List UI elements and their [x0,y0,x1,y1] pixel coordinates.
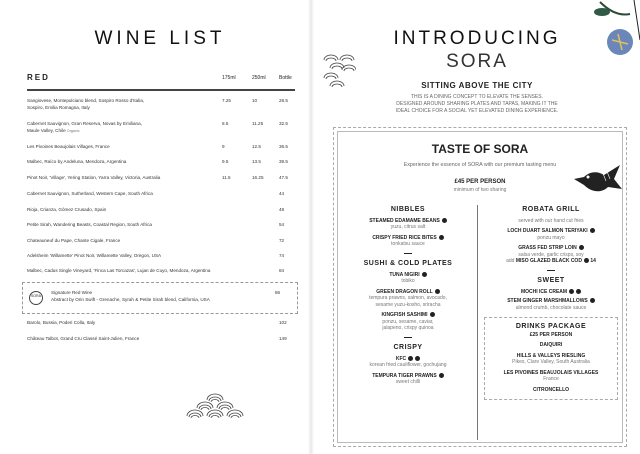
sushi-title: SUSHI & COLD PLATES [363,260,453,267]
menu-item-desc: tonkatsu sauce [391,241,425,247]
drink-item: CITRONCELLO [532,386,570,393]
intro-line: IDEAL CHOICE FOR A SOCIAL YET ELEVATED DINING EXPERIENCE. [395,108,559,114]
price-bottle: 72 [279,238,285,243]
dietary-icon [408,356,413,361]
taste-intro: Experience the essence of SORA with our premium tasting menu [403,162,557,168]
menu-item: STEM GINGER MARSHMALLOWS [484,298,618,305]
menu-item: GREEN DRAGON ROLL [343,289,473,296]
wine-row [27,97,297,111]
signature-wine-box [22,282,298,314]
dietary-icon [576,289,581,294]
wine-row [27,335,297,342]
menu-item-desc: ponzu, sesame, caviar, [382,318,434,325]
price-bottle: 36.5 [279,144,288,149]
wine-row [27,206,297,213]
dietary-icon [439,373,444,378]
wine-name: Château Talbot, Grand Cru Classé Saint-Julien, France [27,336,140,341]
wine-row [27,158,297,165]
wine-name: Adelsheim 'Willamette' Pinot Noir, Willamette Valley, Oregon, USA [27,253,162,258]
organic-note: Organic [66,129,80,133]
menu-item: LOCH DUART SALMON TERIYAKI [484,228,618,235]
wine-name: Malbec, Raíco by Andeluna, Mendoza, Argentina [27,159,127,164]
crispy-title: CRISPY [393,344,423,351]
price-250ml: 13.5 [252,159,261,164]
price-175ml: 8.5 [222,121,229,126]
wine-row [27,221,297,228]
price-175ml: 7.25 [222,98,231,103]
intro-subtitle: SITTING ABOVE THE CITY [421,81,533,90]
section-title: RED [27,73,50,82]
wine-name: Malbec, Cadus Single Vineyard, 'Finca Las Torcazas', Lujan de Cuyo, Mendoza, Argentina [27,268,211,273]
price-175ml: 11.5 [222,175,231,180]
dietary-icon [584,258,589,263]
price-250ml: 11.25 [252,121,264,126]
menu-item: TUNA NIGIRI [343,272,473,279]
intro-paragraph [314,94,640,115]
intro-line: THIS IS A DINING CONCEPT TO ELEVATE THE SENSES. [411,94,543,100]
col-250ml: 250ml [252,75,266,81]
price-175ml: 9 [222,144,225,149]
menu-item-desc: sweet chilli [395,379,421,385]
wine-name-cont: Sospiro, Emilia Romagna, Italy [27,105,90,110]
sweet-title: SWEET [537,277,565,284]
price-bottle: 102 [279,320,287,325]
menu-item-desc: yuzu, citrus salt [390,224,426,230]
price-250ml: 10 [252,98,258,103]
wine-row [27,174,297,181]
price-175ml: 9.5 [222,159,229,164]
wine-name: Rioja, Crianza, Gómez Crusado, Spain [27,207,107,212]
menu-item: CRISPY FRIED RICE BITES [343,235,473,242]
sora-logo: SORA [29,291,43,305]
menu-item-desc: almond crumb, chocolate sauce [515,304,587,311]
divider [404,337,412,339]
robata-title: ROBATA GRILL [522,206,580,213]
signature-text [51,289,291,303]
menu-item-desc: ponzu mayo [537,234,565,241]
intro-title: INTRODUCING [393,28,561,49]
dietary-icon [442,218,447,223]
price-bottle: 54 [279,222,285,227]
drink-item: HILLS & VALLEYS RIESLING [516,352,586,359]
addon: add MISO GLAZED BLACK COD 14 [506,258,596,264]
menu-item: TEMPURA TIGER PRAWNS [343,373,473,380]
wine-name: Barolo, Bussia, Poderi Colla, Italy [27,320,96,325]
wine-row [27,190,297,197]
wine-row [27,319,297,326]
col-175ml: 175ml [222,75,236,81]
price-bottle: 28.5 [279,98,288,103]
dietary-icon [439,235,444,240]
price-bottle: 149 [279,336,287,341]
section-header [27,73,297,82]
wine-name: Pinot Noir, 'Village', Yering Station, Yarra Valley, Victoria, Australia [27,175,161,180]
wine-row [27,120,297,135]
drink-desc: France [543,376,559,382]
wine-row [27,252,297,259]
left-menu-column [343,207,473,390]
price-bottle: 47.5 [279,175,288,180]
dietary-icon [435,289,440,294]
divider [404,253,412,255]
wine-name: Cabernet Sauvignon, Gran Reserva, Novas by Emiliana, [27,121,142,126]
drinks-title: DRINKS PACKAGE [515,323,587,330]
menu-item-desc: tobiko [401,278,415,284]
price-250ml: 12.5 [252,144,261,149]
bird-illustration-icon [572,165,622,197]
menu-item: MOCHI ICE CREAM [484,289,618,296]
menu-item: STEAMED EDAMAME BEANS [343,218,473,225]
right-menu-column [484,207,618,400]
drink-item: LES PIVOINES BEAUJOLAIS VILLAGES [503,369,599,376]
drinks-price: £25 PER PERSON [529,331,573,338]
signature-desc: Abstract by Orin Swift - Grenache, Syrah & Petite Sirah blend, California, USA [51,297,210,302]
dietary-icon [579,245,584,250]
taste-price: £45 PER PERSON [454,179,506,185]
intro-line: DESIGNED AROUND SHARING PLATES AND TAPAS, MAKING IT THE [396,101,558,107]
dietary-icon [422,272,427,277]
wine-name: Les Pivoines Beaujolais Villages, France [27,144,110,149]
dietary-icon [590,298,595,303]
intro-name: SORA [446,51,508,72]
wine-name-cont: Maule Valley, Chile Organic [27,128,80,133]
signature-title: Signature Red Wine [51,290,93,295]
menu-item-desc: korean fried cauliflower, gochujang [369,362,447,368]
dietary-icon [569,289,574,294]
price-bottle: 32.5 [279,121,288,126]
wine-row [27,237,297,244]
taste-title: TASTE OF SORA [431,142,529,156]
header-rule [27,89,295,91]
wine-row [27,267,297,274]
wine-name: Sangiovese, Montepulciano blend, Sospiro Rosso d'Italia, [27,98,145,103]
dietary-icon [590,228,595,233]
signature-price: 86 [275,290,281,295]
col-bottle: Bottle [279,75,292,81]
drinks-package-box [484,317,618,400]
dietary-icon [430,312,435,317]
wine-name: Petite Sirah, Wandering Beasts, Coastal Region, South Africa [27,222,152,227]
menu-item-desc: tempura prawns, salmon, avocado, [369,295,447,301]
taste-minimum: minimum of two sharing [453,187,507,193]
price-bottle: 74 [279,253,285,258]
menu-item: KINGFISH SASHIMI [343,312,473,319]
wine-name: Cabernet Sauvignon, Sutherland, Western Cape, South Africa [27,191,153,196]
wine-row [27,143,297,150]
drink-item: DAIQUIRI [539,342,563,348]
robata-note: served with our hand cut fries [518,217,584,224]
wave-pattern-icon [185,392,245,422]
wine-list-title: WINE LIST [94,28,226,49]
column-divider [477,205,478,440]
menu-item: GRASS FED STRIP LOIN [484,245,618,252]
dietary-icon [415,356,420,361]
price-bottle: 84 [279,268,285,273]
wine-name: Chateauneuf du Pape, Chante Cigale, France [27,238,121,243]
price-bottle: 39.5 [279,159,288,164]
menu-item: KFC [343,356,473,363]
price-250ml: 16.25 [252,175,264,180]
menu-item-desc: salsa verde, garlic crisps, soy [518,251,584,258]
menu-item-desc: sesame yuzu-kosho, sriracha [375,301,441,308]
price-bottle: 48 [279,207,285,212]
price-bottle: 44 [279,191,285,196]
menu-item-desc: jalapeno, crispy quinoa [382,325,434,331]
divider [547,270,555,272]
drink-desc: Pikes, Clare Valley, South Australia [512,359,590,365]
nibbles-title: NIBBLES [390,206,426,213]
